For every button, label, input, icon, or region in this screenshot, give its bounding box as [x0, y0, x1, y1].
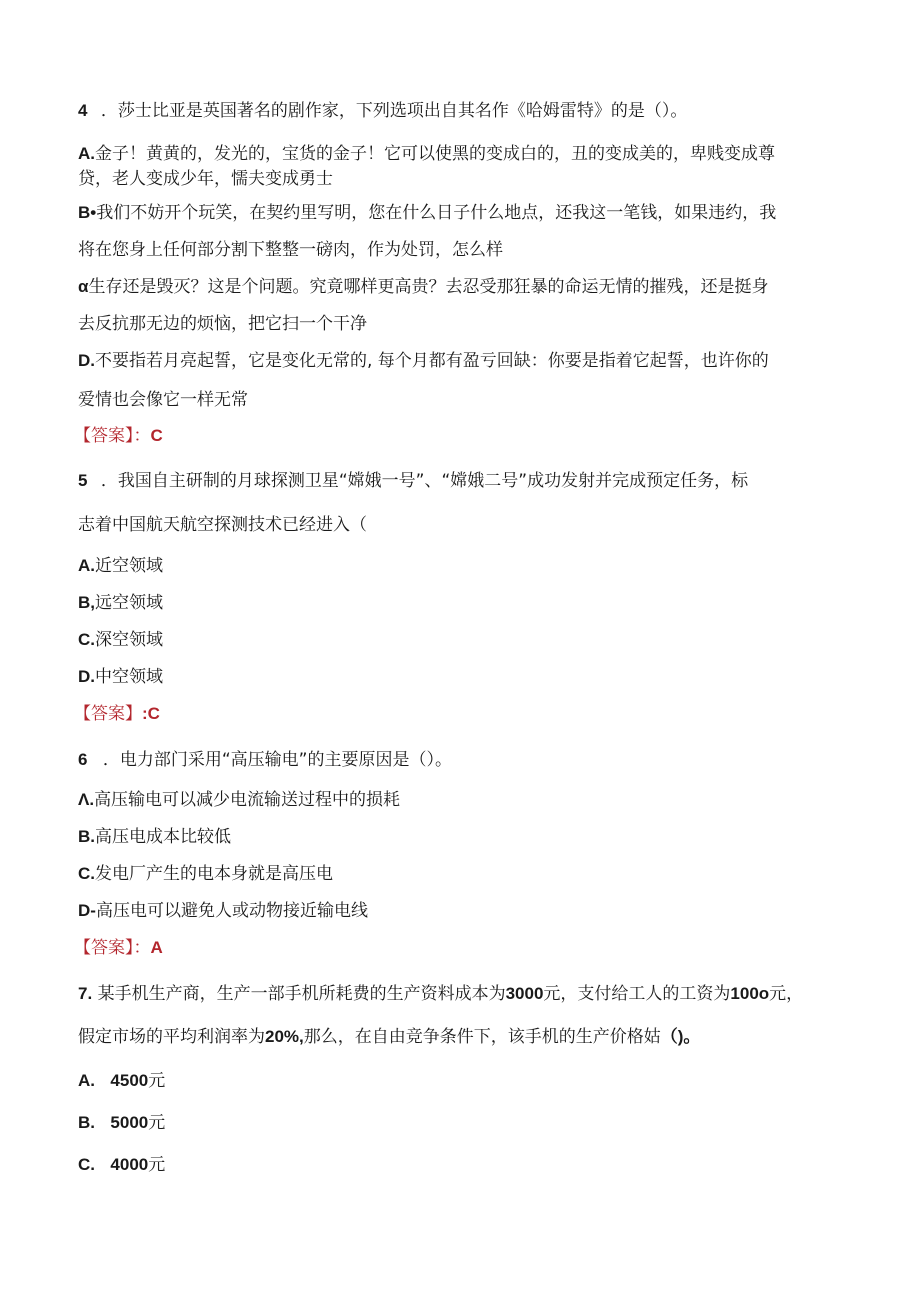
- q5-stem-text: ．我国自主研制的月球探测卫星“嫦娥一号”、“嫦娥二号”成功发射并完成预定任务，标: [100, 471, 749, 491]
- q4-option-c-text-2: 去反抗那无边的烦恼，把它扫一个干净: [78, 314, 367, 334]
- q5-option-a: [78, 555, 163, 577]
- q7-stem2-a: 假定市场的平均利润率为: [78, 1027, 265, 1047]
- q6-option-b-label: B.: [78, 827, 95, 846]
- q4-stem-text: ．莎士比亚是英国著名的剧作家，下列选项出自其名作《哈姆雷特》的是（）。: [100, 101, 688, 121]
- q4-option-a-cont: [78, 168, 333, 190]
- q6-stem-text: ．电力部门采用“高压输电”的主要原因是（）。: [102, 750, 452, 770]
- q4-option-c-cont: [78, 313, 367, 335]
- q6-option-a-text: 高压输电可以减少电流输送过程中的损耗: [94, 790, 401, 810]
- q6-option-a-label: Λ.: [78, 790, 95, 809]
- q7-option-b: [78, 1112, 165, 1134]
- q4-answer: [74, 425, 163, 447]
- q4-answer-value: C: [150, 426, 163, 445]
- q4-option-d-cont: [78, 389, 248, 411]
- q4-stem: [78, 100, 687, 122]
- q5-option-d-label: D.: [78, 667, 95, 686]
- q7-stem2-end: 。: [683, 1027, 701, 1046]
- q5-stem-cont: [78, 514, 367, 536]
- q6-option-d: [78, 900, 368, 922]
- q5-number: 5: [78, 471, 88, 490]
- q6-option-a: [78, 789, 400, 811]
- q4-option-a-text: 金子！黄黄的，发光的，宝货的金子！它可以使黑的变成白的，丑的变成美的，卑贱变成尊: [95, 144, 775, 164]
- q6-option-d-text: 高压电可以避免人或动物接近输电线: [95, 901, 368, 921]
- q5-option-a-text: 近空领域: [95, 556, 163, 576]
- q7-stem-cost: 3000: [505, 984, 544, 1003]
- q5-option-c-label: C.: [78, 630, 95, 649]
- q5-option-b-text: 远空领域: [95, 593, 163, 613]
- q7-option-b-unit: 元: [148, 1113, 166, 1133]
- q7-option-c-num: 4000: [110, 1155, 149, 1174]
- q4-option-a-text-2: 贷，老人变成少年，懦夫变成勇士: [78, 169, 333, 189]
- q5-option-c: [78, 629, 163, 651]
- q5-stem: [78, 470, 748, 492]
- q4-option-c-text: 生存还是毁灭？这是个问题。究竟哪样更高贵？去忍受那狂暴的命运无情的摧残，还是挺身: [88, 277, 769, 297]
- q4-option-b-text: 我们不妨开个玩笑，在契约里写明，您在什么日子什么地点，还我这一笔钱，如果违约，我: [96, 203, 777, 223]
- q4-answer-key: 【答案】：: [74, 426, 151, 446]
- q4-option-a-label: A.: [78, 144, 95, 163]
- q4-option-c-label: α: [78, 277, 89, 296]
- q5-stem-text-2: 志着中国航天航空探测技术已经进入（: [78, 515, 367, 535]
- q7-stem-c: 元，支付给工人的工资为: [543, 984, 731, 1004]
- q4-option-b: [78, 202, 776, 224]
- q4-option-d-label: D.: [78, 351, 95, 370]
- q5-answer: [74, 703, 160, 725]
- q6-option-d-label: D-: [78, 901, 96, 920]
- q7-stem: [78, 983, 803, 1005]
- q7-option-c: [78, 1154, 165, 1176]
- q6-answer-value: A: [150, 938, 163, 957]
- q5-option-d: [78, 666, 163, 688]
- q6-number: 6: [78, 750, 88, 769]
- q6-option-b-text: 高压电成本比较低: [95, 827, 231, 847]
- q7-option-b-num: 5000: [110, 1113, 149, 1132]
- q7-number: 7.: [78, 984, 93, 1003]
- q6-answer: [74, 937, 163, 959]
- q7-stem2-paren: （): [660, 1027, 684, 1046]
- q4-option-d-text-2: 爱情也会像它一样无常: [78, 390, 248, 410]
- q4-option-b-label: B•: [78, 203, 97, 222]
- q5-answer-key: 【答案】: [74, 704, 142, 724]
- q7-stem2-c: 那么，在自由竞争条件下，该手机的生产价格姑: [303, 1027, 661, 1047]
- q4-option-a: [78, 143, 775, 165]
- q7-option-a: [78, 1070, 165, 1092]
- q6-option-c-label: C.: [78, 864, 95, 883]
- q4-number: 4: [78, 101, 88, 120]
- q5-option-c-text: 深空领域: [95, 630, 163, 650]
- q7-option-a-label: A.: [78, 1071, 95, 1090]
- q6-option-c-text: 发电厂产生的电本身就是高压电: [95, 864, 333, 884]
- q5-option-a-label: A.: [78, 556, 95, 575]
- q4-option-d-text: 不要指若月亮起誓，它是变化无常的, 每个月都有盈亏回缺：你要是指着它起誓，也许你的: [95, 351, 769, 371]
- q6-option-b: [78, 826, 231, 848]
- q5-option-d-text: 中空领域: [95, 667, 163, 687]
- q4-option-b-cont: [78, 239, 503, 261]
- q4-option-b-text-2: 将在您身上任何部分割下整整一磅肉，作为处罚，怎么样: [78, 240, 503, 260]
- q7-stem-a: 某手机生产商，生产一部手机所耗费的生产资料成本为: [97, 984, 506, 1004]
- q7-option-a-num: 4500: [110, 1071, 149, 1090]
- q7-option-c-unit: 元: [148, 1155, 166, 1175]
- q7-stem-cont: [78, 1026, 700, 1048]
- q7-stem2-rate: 20%,: [265, 1027, 304, 1046]
- q7-stem-e: 元，: [769, 984, 804, 1004]
- q5-option-b-label: B,: [78, 593, 95, 612]
- q4-option-d: [78, 350, 769, 372]
- q6-stem: [78, 749, 452, 771]
- q7-option-c-label: C.: [78, 1155, 95, 1174]
- q5-answer-value: :C: [142, 704, 160, 723]
- q4-option-c: [78, 276, 768, 298]
- q6-answer-key: 【答案】：: [74, 938, 151, 958]
- q7-option-a-unit: 元: [148, 1071, 166, 1091]
- q5-option-b: [78, 592, 163, 614]
- q6-option-c: [78, 863, 333, 885]
- q7-stem-wage: 100o: [730, 984, 770, 1003]
- q7-option-b-label: B.: [78, 1113, 95, 1132]
